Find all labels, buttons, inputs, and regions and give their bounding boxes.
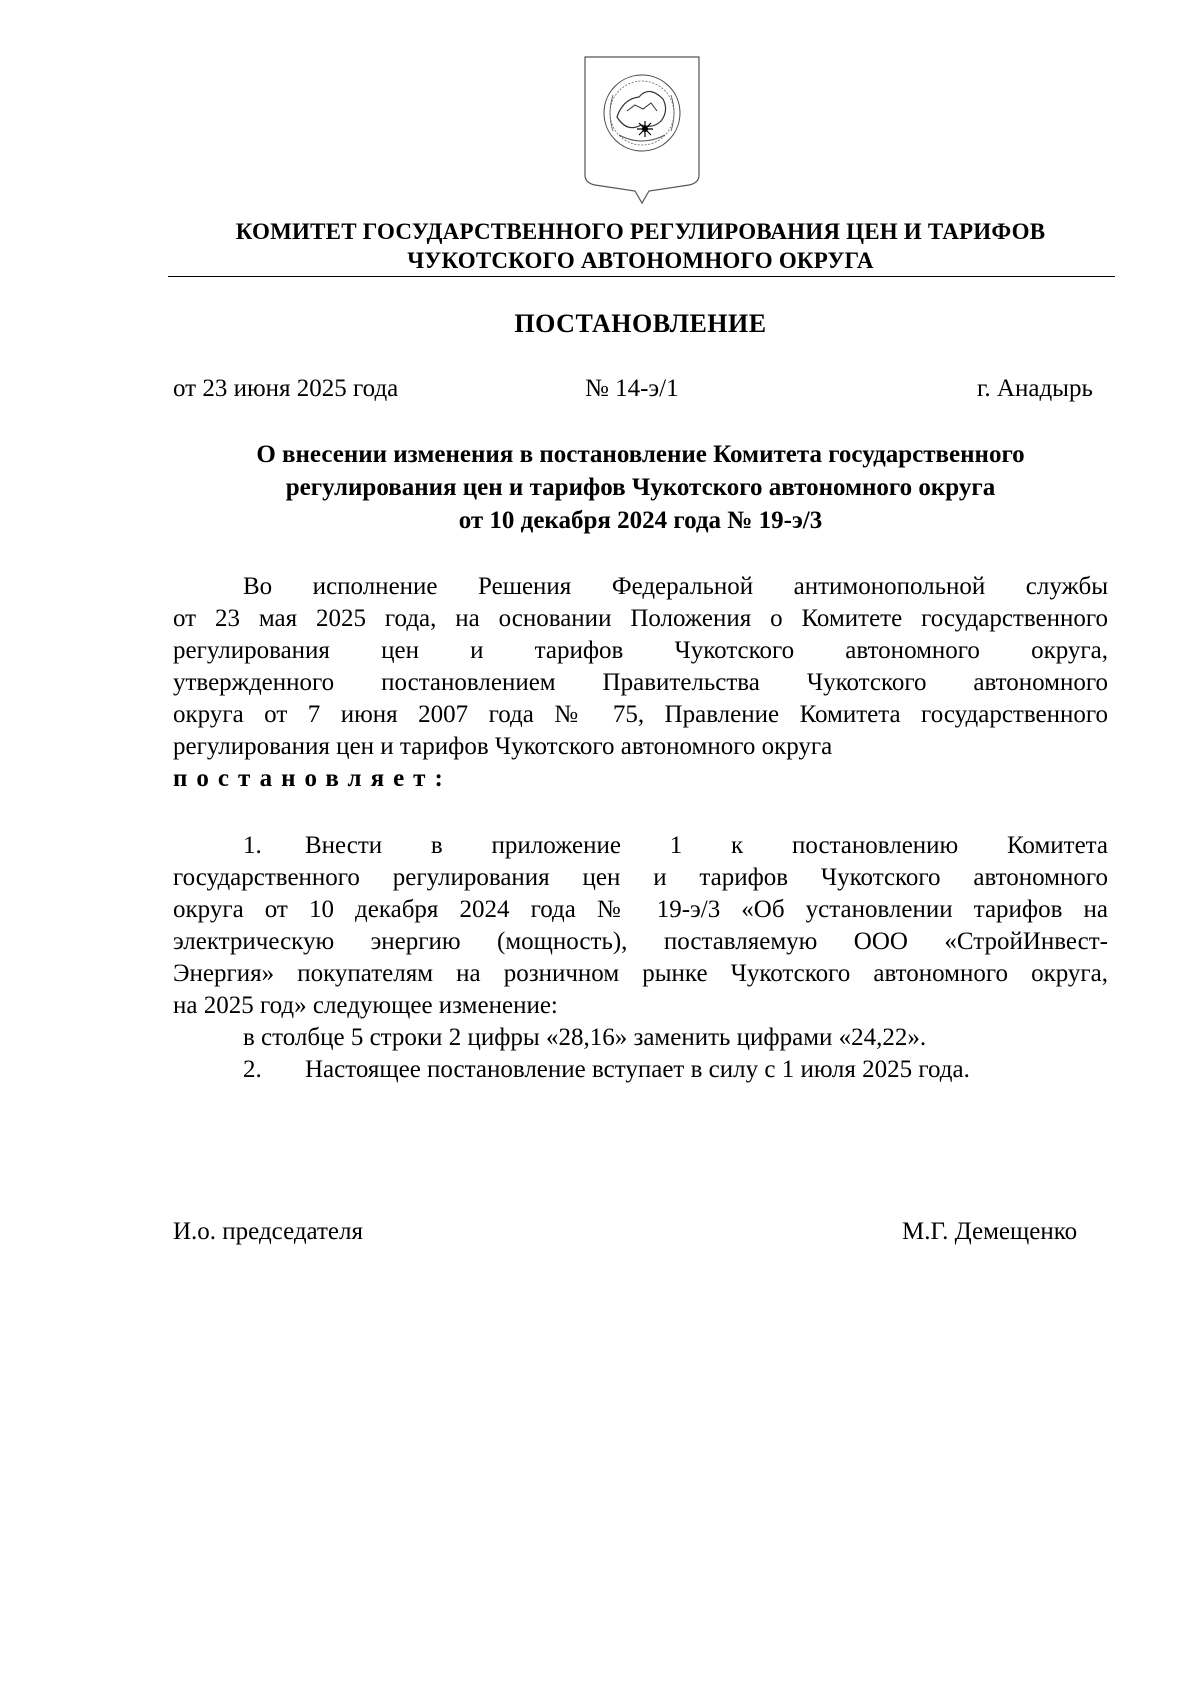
preamble-line: от 23 мая 2025 года, на основании Положения о Комитете государственного — [173, 605, 1108, 632]
preamble-line: округа от 7 июня 2007 года № 75, Правление Комитета государственного — [173, 701, 1108, 728]
resolution-items — [173, 830, 1108, 1086]
document-city: г. Анадырь — [977, 375, 1093, 402]
signatory-name: М.Г. Демещенко — [902, 1218, 1078, 1245]
item-1-number: 1. — [243, 832, 262, 859]
resolves-word: постановляет: — [173, 765, 452, 792]
document-number: № 14-э/1 — [585, 375, 679, 402]
item-1-line: электрическую энергию (мощность), поставляемую ООО «СтройИнвест- — [173, 928, 1108, 955]
issuer-name-line-1: КОМИТЕТ ГОСУДАРСТВЕННОГО РЕГУЛИРОВАНИЯ ЦЕН И ТАРИФОВ — [235, 219, 1046, 244]
document-title — [168, 438, 1113, 537]
preamble-line: утвержденного постановлением Правительства Чукотского автономного — [173, 669, 1108, 696]
item-2 — [173, 1054, 1108, 1086]
preamble-line: Во исполнение Решения Федеральной антимонопольной службы — [243, 573, 1108, 600]
issuer-name-line-2: ЧУКОТСКОГО АВТОНОМНОГО ОКРУГА — [407, 248, 874, 273]
item-1-text: Внести в приложение 1 к постановлению Комитета — [305, 832, 1108, 859]
title-line: от 10 декабря 2024 года № 19-э/3 — [458, 507, 823, 534]
item-2-number: 2. — [243, 1056, 262, 1083]
item-1-line: государственного регулирования цен и тарифов Чукотского автономного — [173, 864, 1108, 891]
document-type: ПОСТАНОВЛЕНИЕ — [514, 309, 767, 338]
item-1-line: Энергия» покупателям на розничном рынке Чукотского автономного округа, — [173, 960, 1108, 987]
item-2-text: Настоящее постановление вступает в силу с 1 июля 2025 года. — [305, 1056, 970, 1083]
item-1-subclause: в столбце 5 строки 2 цифры «28,16» заменить цифрами «24,22». — [243, 1024, 927, 1051]
title-line: регулирования цен и тарифов Чукотского автономного округа — [285, 474, 996, 501]
item-1-line: на 2025 год» следующее изменение: — [173, 992, 558, 1019]
header-divider — [168, 276, 1115, 277]
item-1-line: округа от 10 декабря 2024 года № 19-э/3 «Об установлении тарифов на — [173, 896, 1108, 923]
preamble-paragraph — [173, 571, 1108, 795]
preamble-line: регулирования цен и тарифов Чукотского автономного округа — [173, 733, 833, 760]
preamble-line: регулирования цен и тарифов Чукотского автономного округа, — [173, 637, 1108, 664]
signatory-title: И.о. председателя — [173, 1218, 364, 1245]
coat-of-arms-emblem — [583, 55, 701, 205]
item-1-first-line — [173, 830, 1108, 862]
title-line: О внесении изменения в постановление Комитета государственного — [256, 441, 1025, 468]
document-date: от 23 июня 2025 года — [173, 375, 399, 402]
